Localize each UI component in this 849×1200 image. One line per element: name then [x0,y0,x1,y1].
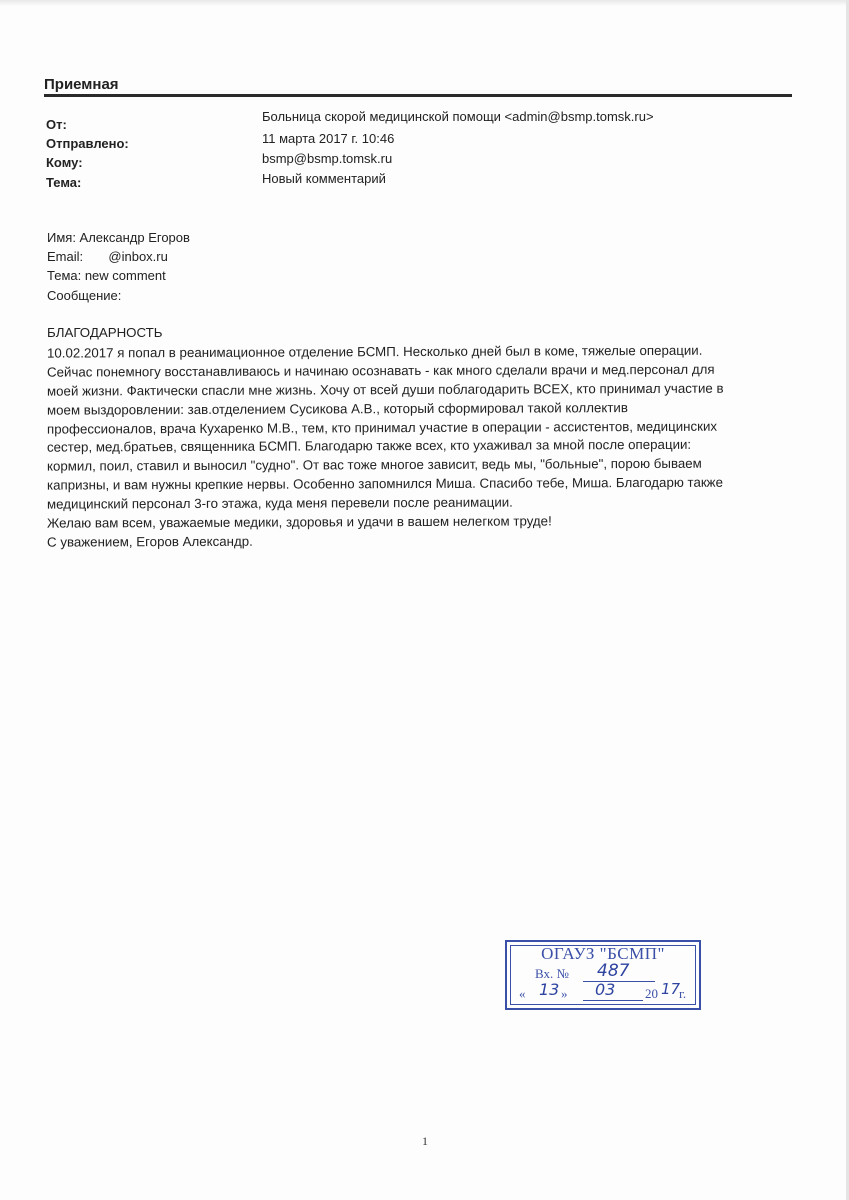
body-line-signature: С уважением, Егоров Александр. [46,533,253,550]
form-email: Email: @inbox.ru [47,249,168,264]
body-line-title: БЛАГОДАРНОСТЬ [47,325,163,340]
page-number: 1 [422,1134,428,1148]
subject-label: Тема: [46,175,82,190]
page-heading: Приемная [44,76,119,93]
body-line: профессионалов, врача Кухаренко М.В., тем, кто принимал участие в операции - ассистентов, медицинских [46,418,718,437]
form-message-label: Сообщение: [47,288,122,303]
stamp-date-month: 03 [595,980,616,999]
body-line: моем выздоровлении: зав.отделением Сусикова А.В., который сформировал такой коллектив [46,399,628,418]
body-line: медицинский персонал 3-го этажа, куда меня перевели после реанимации. [46,494,513,512]
message-body [47,324,787,551]
heading-rule [44,94,792,97]
stamp-number-underline [583,981,655,982]
to-value: bsmp@bsmp.tomsk.ru [262,151,393,166]
form-subject: Тема: new comment [47,268,166,283]
stamp-date-close-quote: » [561,986,568,1001]
stamp-date-year-prefix: 20 [645,986,658,1001]
sent-value: 11 марта 2017 г. 10:46 [262,131,395,146]
stamp-date-day: 13 [539,980,560,999]
from-value: Больница скорой медицинской помощи <admin@bsmp.tomsk.ru> [262,109,654,124]
stamp-date-row [519,980,687,1002]
scan-edge-top [0,0,849,6]
body-line: капризны, и вам нужны крепкие нервы. Особенно запомнился Миша. Спасибо тебе, Миша. Благодарю также [46,474,723,493]
stamp-date-year-suffix: 17 [661,980,681,998]
stamp-date-month-underline [583,1000,643,1001]
body-line: сестер, мед.братьев, священника БСМП. Благодарю также всех, кто ухаживал за мной после операции: [46,437,692,456]
form-name: Имя: Александр Егоров [47,230,190,245]
body-line: Сейчас понемногу восстанавливаюсь и начинаю осознавать - как много сделали врачи и мед.персонал для [46,361,715,380]
stamp-title: ОГАУЗ "БСМП" [541,944,665,963]
stamp-number-value: 487 [597,961,630,981]
stamp-number-label: Вх. № [535,966,569,981]
body-line: Желаю вам всем, уважаемые медики, здоровья и удачи в вашем нелегком труде! [46,513,552,531]
body-line: 10.02.2017 я попал в реанимационное отделение БСМП. Несколько дней был в коме, тяжелые операции. [46,342,703,361]
sent-label: Отправлено: [46,136,129,151]
stamp-date-open-quote: « [519,986,526,1001]
body-line: кормил, поил, ставил и выносил "судно". От вас тоже многое зависит, ведь мы, "больные", порою бываем [46,456,702,474]
from-label: От: [46,117,67,132]
to-label: Кому: [46,155,83,170]
stamp-date-year-end: г. [679,986,687,1001]
subject-value: Новый комментарий [262,171,386,186]
body-line: моей жизни. Фактически спасли мне жизнь. Хочу от всей души поблагодарить ВСЕХ, кто принимал участие в [46,380,724,399]
registration-stamp [505,940,701,1010]
